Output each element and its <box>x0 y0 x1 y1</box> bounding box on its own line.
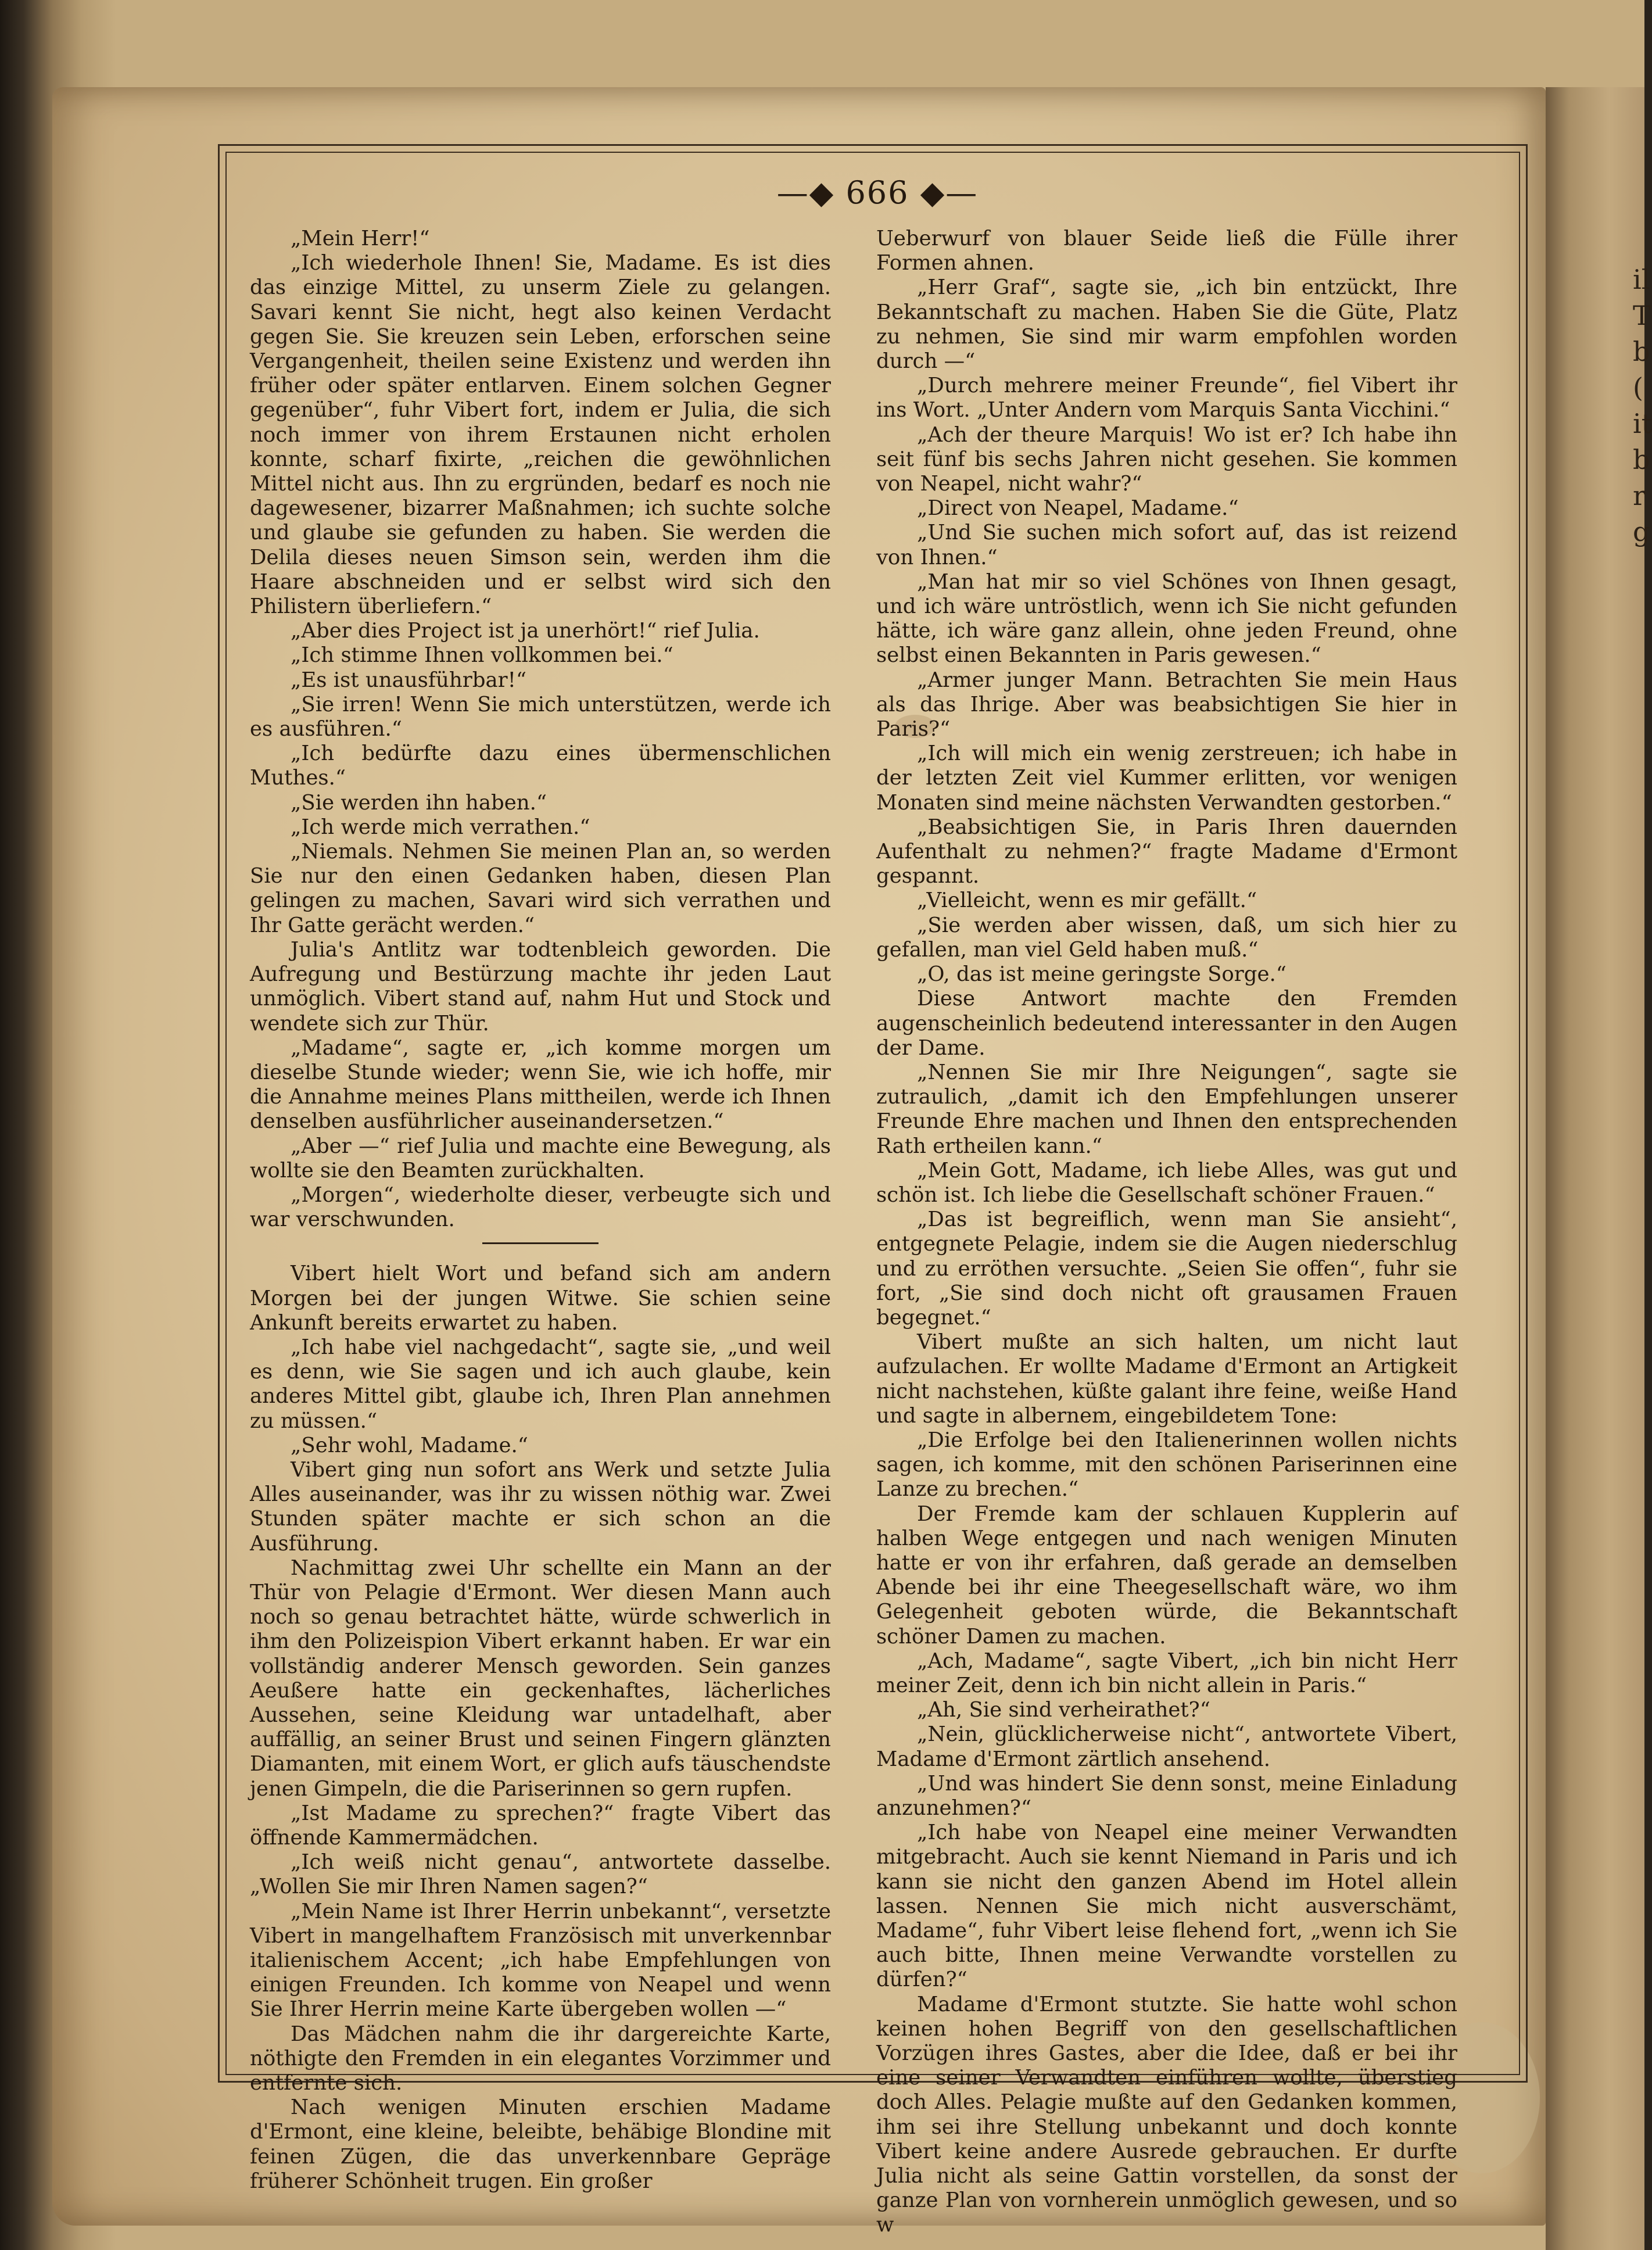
paragraph: Diese Antwort machte den Fremden augenscheinlich bedeutend interessanter in den Augen der Dame. <box>876 987 1457 1060</box>
paragraph: Julia's Antlitz war todtenbleich geworden. Die Aufregung und Bestürzung machte ihr jeden Laut unmöglich. Vibert stand auf, nahm Hut und Stock und wendete sich zur Thür. <box>250 937 831 1036</box>
paragraph: Das Mädchen nahm die ihr dargereichte Karte, nöthigte den Fremden in ein elegantes Vorzimmer und entfernte sich. <box>250 2022 831 2095</box>
paragraph: „Mein Name ist Ihrer Herrin unbekannt“, versetzte Vibert in mangelhaftem Französisch mit unverkennbar italienischem Accent; „ich habe Empfehlungen von einigen Freunden. Ich komme von Neapel und wenn Sie Ihrer Herrin meine Karte übergeben wollen —“ <box>250 1899 831 2022</box>
paragraph: „Direct von Neapel, Madame.“ <box>917 496 1239 521</box>
paragraph: Vibert ging nun sofort ans Werk und setzte Julia Alles auseinander, was ihr zu wissen nöthig war. Zwei Stunden später machte er sich schon an die Ausführung. <box>250 1457 831 1556</box>
paragraph: „Vielleicht, wenn es mir gefällt.“ <box>917 888 1257 913</box>
paragraph: Nachmittag zwei Uhr schellte ein Mann an der Thür von Pelagie d'Ermont. Wer diesen Mann auch noch so genau betrachtet hätte, würde schwerlich in ihm den Polizeispion Vibert erkannt haben. Er war ein vollständig anderer Mensch geworden. Sein ganzes Aeußere hatte ein geckenhaftes, lächerliches Aussehen, seine Kleidung war untadelhaft, aber auffällig, an seiner Brust und seinen Fingern glänzten Diamanten, mit einem Wort, er glich aufs täuschendste jenen Gimpeln, die die Pariserinnen so gern rupfen. <box>250 1556 831 1801</box>
paragraph: „Mein Herr!“ <box>291 227 430 250</box>
edge-fragment: T <box>1633 300 1651 331</box>
paragraph: „Sie werden ihn haben.“ <box>291 790 547 815</box>
paragraph: „Man hat mir so viel Schönes von Ihnen gesagt, und ich wäre untröstlich, wenn ich Sie nicht gefunden hätte, ich wäre ganz allein, ohne jeden Freund, ohne selbst einen Bekannten in Paris gewesen.“ <box>876 569 1457 668</box>
paragraph: „Ach der theure Marquis! Wo ist er? Ich habe ihn seit fünf bis sechs Jahren nicht gesehen. Sie kommen von Neapel, nicht wahr?“ <box>876 422 1457 496</box>
edge-fragment: r <box>1633 480 1646 511</box>
paragraph: „Nennen Sie mir Ihre Neigungen“, sagte sie zutraulich, „damit ich den Empfehlungen unserer Freunde Ehre machen und Ihnen den entsprechenden Rath ertheilen kann.“ <box>876 1060 1457 1158</box>
paragraph: „Und Sie suchen mich sofort auf, das ist reizend von Ihnen.“ <box>876 521 1457 569</box>
paragraph: „Madame“, sagte er, „ich komme morgen um dieselbe Stunde wieder; wenn Sie, wie ich hoffe, mir die Annahme meines Plans mittheilen, werde ich Ihnen denselben ausführlicher auseinandersetzen.“ <box>250 1036 831 1134</box>
paragraph: „Aber dies Project ist ja unerhört!“ rief Julia. <box>291 619 760 643</box>
edge-fragment: it <box>1633 408 1652 439</box>
paragraph: „Ich habe viel nachgedacht“, sagte sie, „und weil es denn, wie Sie sagen und ich auch glaube, kein anderes Mittel gibt, glaube ich, Ihren Plan annehmen zu müssen.“ <box>250 1335 831 1433</box>
paragraph: „Das ist begreiflich, wenn man Sie ansieht“, entgegnete Pelagie, indem sie die Augen niederschlug und zu erröthen versuchte. „Seien Sie offen“, fuhr sie fort, „Sie sind doch nicht oft grausamen Frauen begegnet.“ <box>876 1208 1457 1330</box>
edge-fragment: b <box>1633 336 1650 367</box>
paragraph: „Nein, glücklicherweise nicht“, antwortete Vibert, Madame d'Ermont zärtlich ansehend. <box>876 1722 1457 1771</box>
right-column <box>876 227 1457 2238</box>
paragraph: „Sie irren! Wenn Sie mich unterstützen, werde ich es ausführen.“ <box>250 692 831 741</box>
page-number <box>773 174 982 211</box>
paragraph: „Die Erfolge bei den Italienerinnen wollen nichts sagen, ich komme, mit den schönen Pariserinnen eine Lanze zu brechen.“ <box>876 1428 1457 1502</box>
paragraph: „Durch mehrere meiner Freunde“, fiel Vibert ihr ins Wort. „Unter Andern vom Marquis Santa Vicchini.“ <box>876 374 1457 422</box>
paragraph: „Und was hindert Sie denn sonst, meine Einladung anzunehmen?“ <box>876 1771 1457 1820</box>
page-number-value: 666 <box>845 174 909 211</box>
paragraph: „Sie werden aber wissen, daß, um sich hier zu gefallen, man viel Geld haben muß.“ <box>876 913 1457 962</box>
paragraph: Vibert hielt Wort und befand sich am andern Morgen bei der jungen Witwe. Sie schien seine Ankunft bereits erwartet zu haben. <box>250 1262 831 1335</box>
paragraph: „Ich wiederhole Ihnen! Sie, Madame. Es ist dies das einzige Mittel, zu unserm Ziele zu gelangen. Savari kennt Sie nicht, hegt also keinen Verdacht gegen Sie. Sie kreuzen sein Leben, erforschen seine Vergangenheit, theilen seine Existenz und werden ihn früher oder später entlarven. Einem solchen Gegner gegenüber“, fuhr Vibert fort, indem er Julia, die sich noch immer von ihrem Erstaunen nicht erholen konnte, scharf fixirte, „reichen die gewöhnlichen Mittel nicht aus. Ihn zu ergründen, bedarf es noch nie dagewesener, bizarrer Maßnahmen; ich suchte solche und glaube sie gefunden zu haben. Sie werden die Delila dieses neuen Simson sein, werden ihm die Haare abschneiden und er selbst wird sich den Philistern überliefern.“ <box>250 251 831 619</box>
left-column-part-2 <box>250 1262 831 2194</box>
paragraph: „Ach, Madame“, sagte Vibert, „ich bin nicht Herr meiner Zeit, denn ich bin nicht allein in Paris.“ <box>876 1649 1457 1697</box>
paragraph: „Ich weiß nicht genau“, antwortete dasselbe. „Wollen Sie mir Ihren Namen sagen?“ <box>250 1850 831 1899</box>
paragraph: „Herr Graf“, sagte sie, „ich bin entzückt, Ihre Bekanntschaft zu machen. Haben Sie die Güte, Platz zu nehmen, Sie sind mir warm empfohlen worden durch —“ <box>876 275 1457 374</box>
edge-fragment: ( <box>1633 372 1643 403</box>
paragraph: Ueberwurf von blauer Seide ließ die Fülle ihrer Formen ahnen. <box>876 227 1457 275</box>
paragraph: „Aber —“ rief Julia und machte eine Bewegung, als wollte sie den Beamten zurückhalten. <box>250 1134 831 1183</box>
next-page-fragments <box>1633 261 1652 550</box>
paragraph: „O, das ist meine geringste Sorge.“ <box>917 962 1287 987</box>
paragraph: Nach wenigen Minuten erschien Madame d'Ermont, eine kleine, beleibte, behäbige Blondine mit feinen Zügen, die das unverkennbare Gepräge früherer Schönheit trugen. Ein großer <box>250 2095 831 2193</box>
paragraph: „Ich habe von Neapel eine meiner Verwandten mitgebracht. Auch sie kennt Niemand in Paris und ich kann sie nicht den ganzen Abend im Hotel allein lassen. Nennen Sie mich nicht ausverschämt, Madame“, fuhr Vibert leise flehend fort, „wenn ich Sie auch bitte, Ihnen meine Verwandte vorstellen zu dürfen?“ <box>876 1821 1457 1992</box>
paragraph: „Ah, Sie sind verheirathet?“ <box>917 1698 1210 1722</box>
paragraph: „Es ist unausführbar!“ <box>291 668 527 692</box>
edge-fragment: il <box>1633 264 1650 295</box>
edge-fragment: g <box>1633 516 1650 547</box>
page-number-ornament-left: —◆ <box>776 174 846 211</box>
paragraph: „Beabsichtigen Sie, in Paris Ihren dauernden Aufenthalt zu nehmen?“ fragte Madame d'Ermont gespannt. <box>876 815 1457 888</box>
paragraph: „Niemals. Nehmen Sie meinen Plan an, so werden Sie nur den einen Gedanken haben, diesen Plan gelingen zu machen, Savari wird sich verrathen und Ihr Gatte gerächt werden.“ <box>250 840 831 937</box>
left-column <box>250 227 831 2194</box>
paragraph: „Ich stimme Ihnen vollkommen bei.“ <box>291 643 673 668</box>
paragraph: Der Fremde kam der schlauen Kupplerin auf halben Wege entgegen und nach wenigen Minuten hatte er von ihr erfahren, daß gerade an demselben Abende bei ihr eine Theegesellschaft wäre, wo ihm Gelegenheit geboten würde, die Bekanntschaft schöner Damen zu machen. <box>876 1502 1457 1649</box>
paragraph: „Mein Gott, Madame, ich liebe Alles, was gut und schön ist. Ich liebe die Gesellschaft schöner Frauen.“ <box>876 1158 1457 1207</box>
edge-fragment: b <box>1633 444 1650 475</box>
paragraph: Madame d'Ermont stutzte. Sie hatte wohl schon keinen hohen Begriff von den gesellschaftlichen Vorzügen ihres Gastes, aber die Idee, daß er bei ihr eine seiner Verwandten einführen wollte, überstieg doch Alles. Pelagie mußte auf den Gedanken kommen, ihm sei ihre Stellung unbekannt und doch konnte Vibert keine andere Ausrede gebrauchen. Er durfte Julia nicht als seine Gattin vorstellen, da sonst der ganze Plan von vornherein unmöglich gewesen, und so w <box>876 1992 1457 2237</box>
right-column-text <box>876 227 1457 2238</box>
left-column-part-1 <box>250 227 831 1232</box>
paragraph: „Sehr wohl, Madame.“ <box>291 1433 528 1457</box>
paragraph: „Armer junger Mann. Betrachten Sie mein Haus als das Ihrige. Aber was beabsichtigen Sie hier in Paris?“ <box>876 668 1457 741</box>
paragraph: „Morgen“, wiederholte dieser, verbeugte sich und war verschwunden. <box>250 1183 831 1232</box>
page-number-ornament-right: ◆— <box>909 174 979 211</box>
paragraph: „Ich bedürfte dazu eines übermenschlichen Muthes.“ <box>250 741 831 790</box>
paragraph: „Ich will mich ein wenig zerstreuen; ich habe in der letzten Zeit viel Kummer erlitten, vor wenigen Monaten sind meine nächsten Verwandten gestorben.“ <box>876 741 1457 815</box>
paragraph: Vibert mußte an sich halten, um nicht laut aufzulachen. Er wollte Madame d'Ermont an Artigkeit nicht nachstehen, küßte galant ihre feine, weiße Hand und sagte in albernem, eingebildetem Tone: <box>876 1330 1457 1428</box>
paragraph: „Ist Madame zu sprechen?“ fragte Vibert das öffnende Kammermädchen. <box>250 1801 831 1850</box>
section-separator <box>482 1242 599 1244</box>
next-page-edge <box>1546 87 1652 2250</box>
paragraph: „Ich werde mich verrathen.“ <box>291 815 590 839</box>
